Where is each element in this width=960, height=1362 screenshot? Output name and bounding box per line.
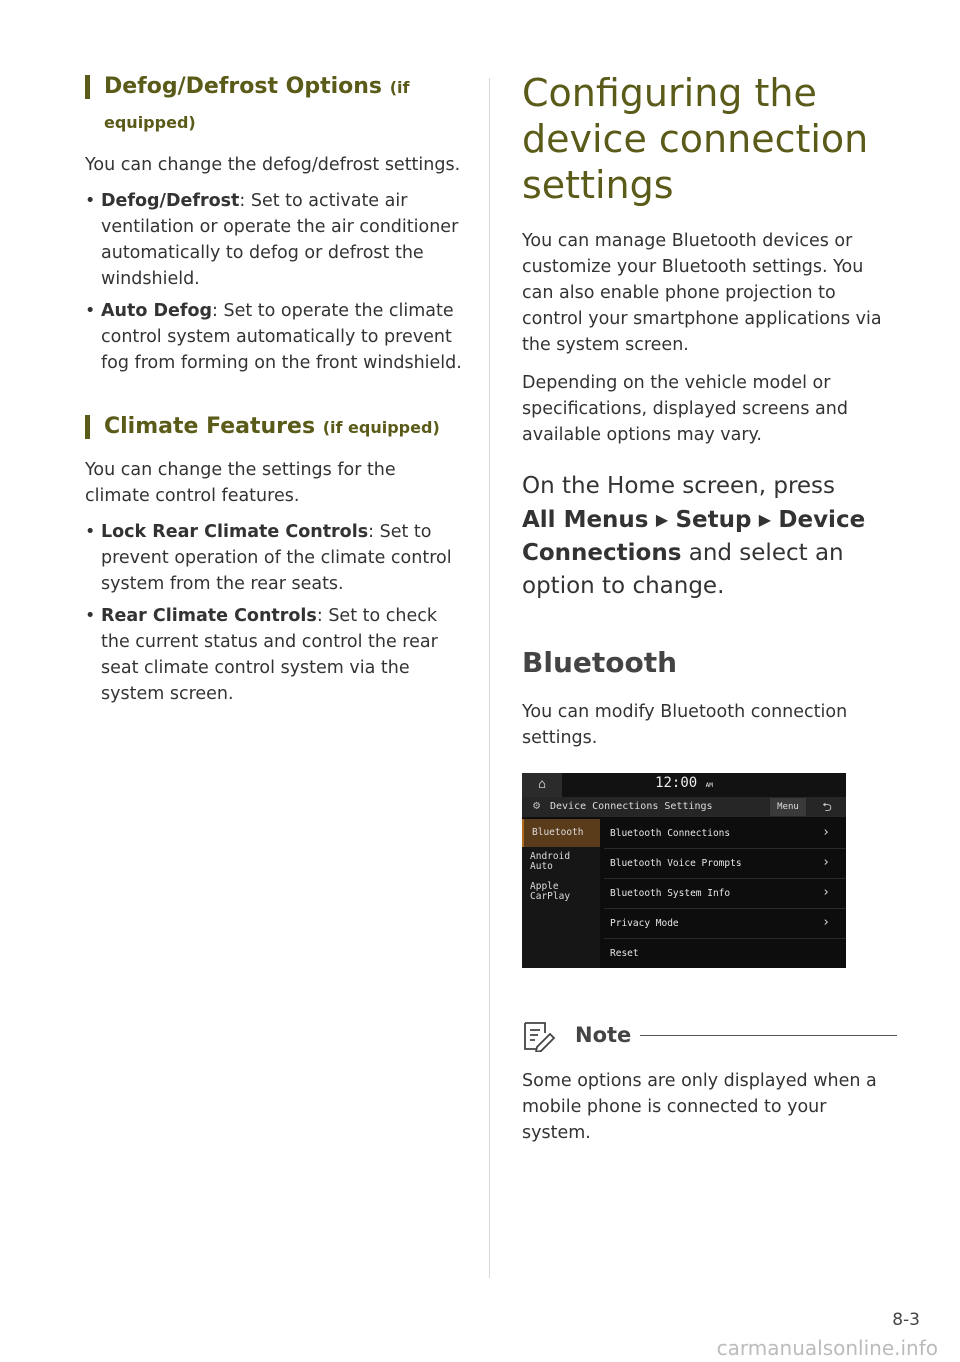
list-item[interactable]: Bluetooth System Info ›: [604, 879, 846, 909]
gear-icon: ⚙: [533, 798, 541, 812]
column-divider: [489, 78, 490, 1278]
screen-clock: 12:00 AM: [655, 775, 713, 791]
section-heading-defog: Defog/Defrost Options (if equipped): [85, 70, 465, 140]
defog-intro: You can change the defog/defrost settings.: [85, 155, 461, 175]
climate-intro: You can change the settings for the climate control features.: [85, 460, 396, 506]
left-column: [85, 70, 465, 713]
menu-button[interactable]: Menu: [770, 798, 806, 816]
note-label: Note: [575, 1023, 632, 1047]
list-item: • Lock Rear Climate Controls: Set to prevent operation of the climate control system from the rear seats.: [85, 519, 465, 597]
note-header: [522, 1020, 897, 1052]
watermark: carmanualsonline.info: [716, 1336, 938, 1360]
arrow-right-icon: ▶: [758, 510, 772, 529]
chevron-right-icon: ›: [822, 915, 830, 930]
list-item[interactable]: Privacy Mode ›: [604, 909, 846, 939]
list-item[interactable]: Bluetooth Connections ›: [604, 819, 846, 849]
climate-options-list: [85, 519, 465, 707]
bluetooth-heading: Bluetooth: [522, 646, 678, 679]
intro-paragraph: You can manage Bluetooth devices or customize your Bluetooth settings. You can also enable phone projection to control your smartphone applications via the system screen.: [522, 231, 882, 355]
vary-paragraph: Depending on the vehicle model or specifications, displayed screens and available options may vary.: [522, 373, 848, 445]
chevron-right-icon: ›: [822, 825, 830, 840]
sidebar-item-apple-carplay[interactable]: Apple CarPlay: [530, 881, 571, 902]
right-column: [522, 70, 897, 1164]
list-item: • Rear Climate Controls: Set to check the current status and control the rear seat climate control system via the system screen.: [85, 603, 465, 707]
sidebar-item-android-auto[interactable]: Android Auto: [530, 851, 571, 872]
sidebar-item-bluetooth[interactable]: Bluetooth: [522, 819, 600, 847]
instruction-text: On the Home screen, press All Menus ▶ Setup ▶ Device Connections and select an option to change.: [522, 473, 866, 599]
note-pencil-icon: [522, 1020, 556, 1052]
home-icon[interactable]: ⌂: [522, 773, 562, 797]
arrow-right-icon: ▶: [655, 510, 669, 529]
defog-options-list: [85, 188, 465, 376]
bluetooth-text: You can modify Bluetooth connection settings.: [522, 702, 848, 748]
chevron-right-icon: ›: [822, 855, 830, 870]
note-text: Some options are only displayed when a mobile phone is connected to your system.: [522, 1071, 877, 1143]
section-heading-climate: Climate Features (if equipped): [85, 410, 465, 445]
page-title: Configuring the device connection settings: [522, 71, 869, 207]
back-icon[interactable]: ⮌: [822, 800, 832, 814]
note-rule: [640, 1035, 897, 1036]
list-item: • Auto Defog: Set to operate the climate control system automatically to prevent fog from forming on the front windshield.: [85, 298, 465, 376]
screen-title: Device Connections Settings: [550, 801, 713, 812]
list-item[interactable]: Bluetooth Voice Prompts ›: [604, 849, 846, 879]
page-number: 8-3: [892, 1310, 920, 1330]
screen-sidebar: [522, 819, 600, 968]
chevron-right-icon: ›: [822, 885, 830, 900]
device-screenshot: [522, 773, 846, 968]
list-item: • Defog/Defrost: Set to activate air ventilation or operate the air conditioner automatically to defog or defrost the windshield.: [85, 188, 465, 292]
list-item[interactable]: Reset: [610, 948, 639, 959]
